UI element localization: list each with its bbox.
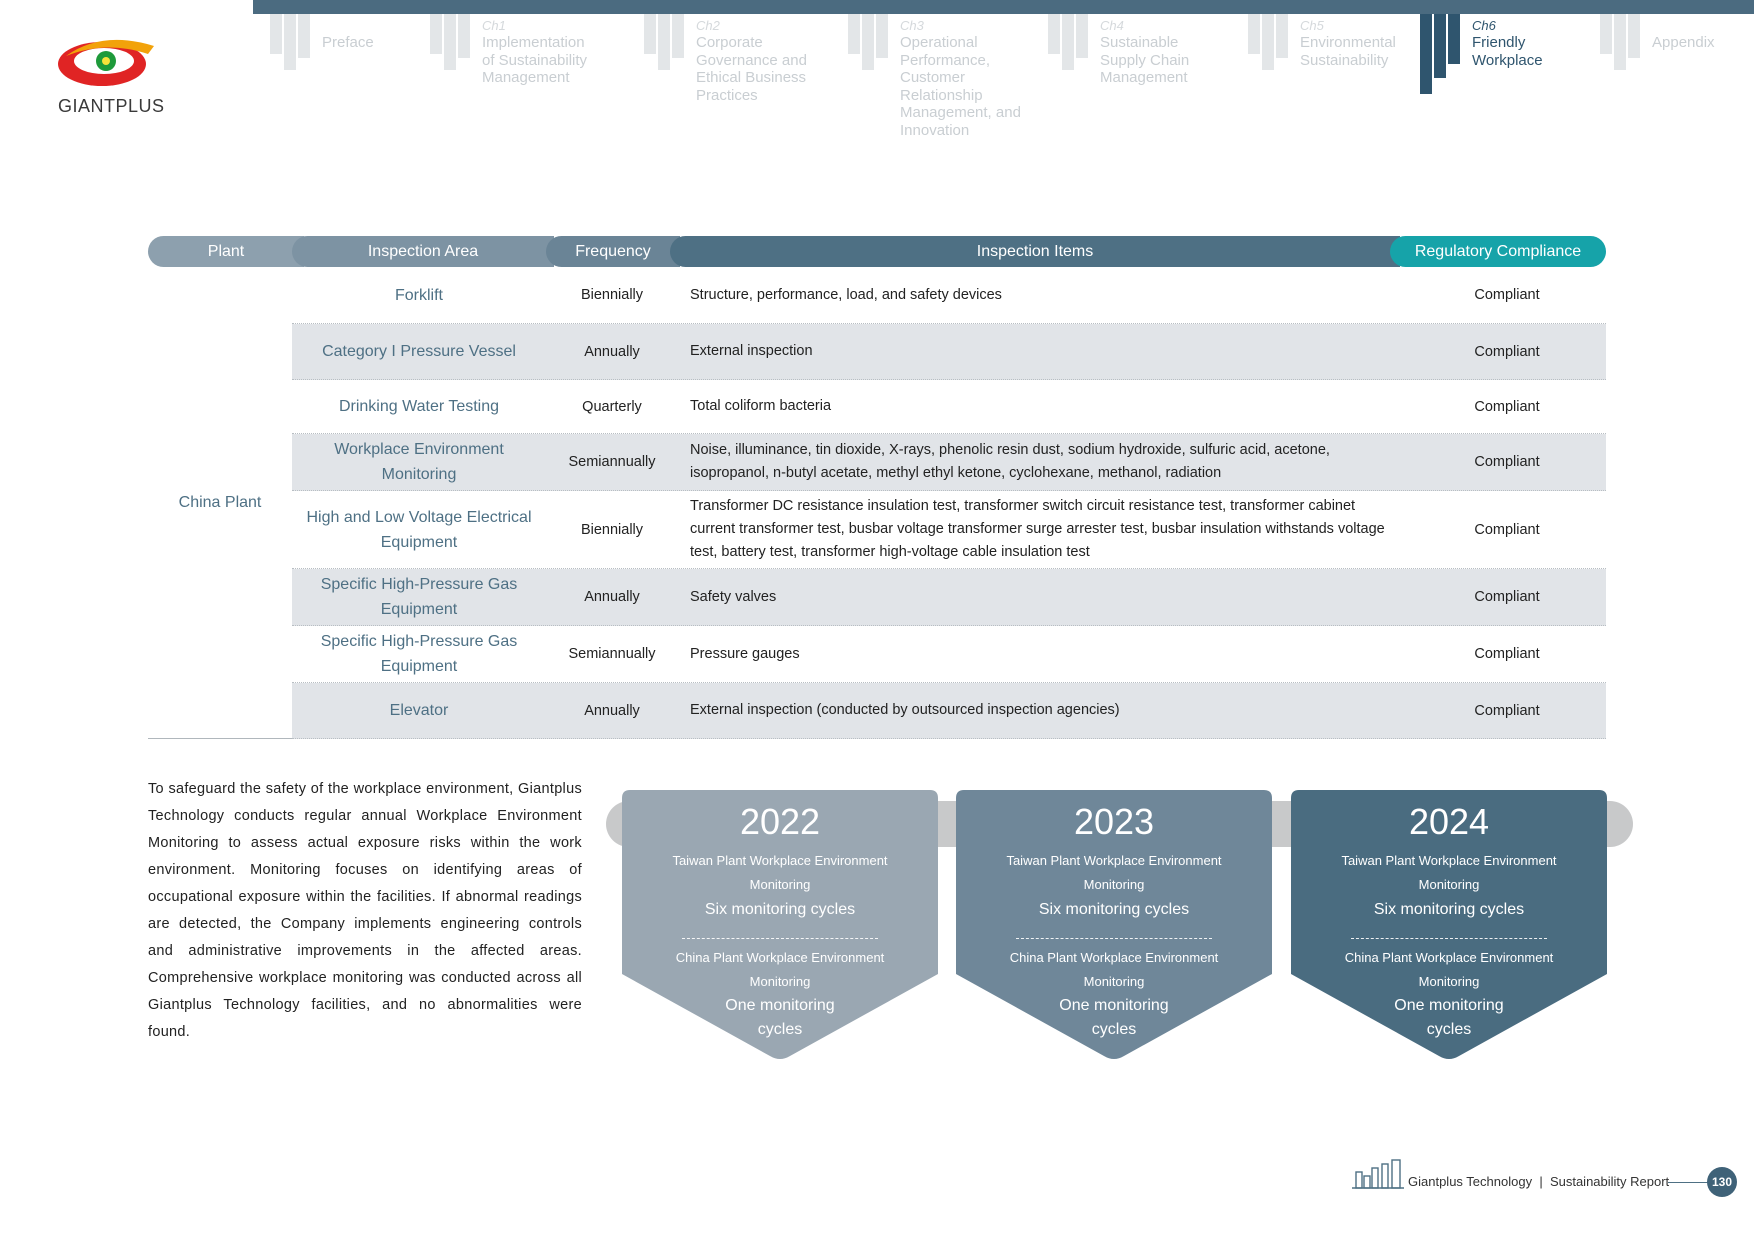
- nav-chapter-number: Ch3: [900, 18, 924, 33]
- table-row: [292, 569, 1606, 626]
- nav-chapter-number: Ch5: [1300, 18, 1324, 33]
- nav-building-icon: [848, 14, 890, 74]
- nav-chapter-number: Ch4: [1100, 18, 1124, 33]
- nav-item-8[interactable]: [1600, 14, 1754, 154]
- china-plant-label: China Plant Workplace Environment: [1344, 950, 1554, 965]
- compliance-cell: Compliant: [1474, 343, 1540, 360]
- nav-chapter-label: Implementation of Sustainability Management: [482, 34, 588, 86]
- frequency-cell: Biennially: [580, 521, 644, 538]
- nav-item-5[interactable]: [1048, 14, 1228, 154]
- inspection-area-cell: Elevator: [389, 702, 449, 719]
- table-row: [292, 434, 1606, 491]
- header-plant: Plant: [148, 236, 304, 267]
- buildings-icon: [1352, 1158, 1404, 1190]
- inspection-area-cell: Forklift: [395, 286, 443, 304]
- inspection-items-cell: Safety valves: [690, 588, 777, 605]
- plant-cell: China Plant: [148, 267, 292, 739]
- compliance-cell: Compliant: [1474, 521, 1540, 538]
- header-frequency: Frequency: [546, 236, 680, 267]
- compliance-cell: Compliant: [1474, 702, 1540, 719]
- nav-chapter-number: Ch2: [696, 18, 720, 33]
- china-plant-label: China Plant Workplace Environment: [1009, 950, 1219, 965]
- nav-item-7[interactable]: [1420, 14, 1600, 154]
- china-plant-label: Monitoring: [1083, 974, 1145, 989]
- year-label: 2023: [1073, 801, 1155, 842]
- inspection-items-cell: External inspection (conducted by outsourced inspection agencies): [690, 702, 1120, 718]
- body-paragraph: To safeguard the safety of the workplace environment, Giantplus Technology conducts regular annual Workplace Environment Monitoring to assess actual exposure risks within the work environment. Monitoring focuses on identifying areas of occupational exposure within the facilities. If abnormal readings are detected, the Company implements engineering controls and administrative improvements in the affected areas. Comprehensive workplace monitoring was conducted across all Giantplus Technology facilities, and no abnormalities were found.: [148, 781, 582, 1040]
- footer-company: Giantplus Technology: [1408, 1174, 1533, 1189]
- card-divider: [682, 938, 878, 939]
- compliance-cell: Compliant: [1474, 398, 1540, 415]
- nav-item-1[interactable]: [270, 14, 450, 154]
- footer-report: Sustainability Report: [1549, 1174, 1670, 1189]
- china-plant-label: Monitoring: [749, 974, 811, 989]
- nav-chapter-label: Appendix: [1652, 34, 1715, 51]
- compliance-cell: Compliant: [1474, 287, 1540, 303]
- footer-rule: [1668, 1182, 1710, 1183]
- footer-text: [1408, 1174, 1669, 1189]
- year-label: 2024: [1408, 801, 1490, 842]
- nav-chapter-label: Friendly Workplace: [1472, 34, 1543, 69]
- brand-name: GIANTPLUS: [58, 96, 165, 116]
- table-row: [292, 324, 1606, 380]
- table-row: [292, 626, 1606, 683]
- nav-chapter-label: Environmental Sustainability: [1300, 34, 1396, 69]
- card-divider: [1351, 938, 1547, 939]
- header-inspection-items: Inspection Items: [670, 236, 1400, 267]
- year-card-2024: [1291, 790, 1607, 1062]
- taiwan-plant-label: Taiwan Plant Workplace Environment: [672, 853, 888, 868]
- china-cycles: cycles: [1091, 1021, 1137, 1038]
- taiwan-cycles: Six monitoring cycles: [1373, 901, 1525, 918]
- china-cycles: One monitoring: [725, 997, 835, 1014]
- nav-chapter-label: Corporate Governance and Ethical Business Practices: [696, 34, 807, 104]
- inspection-items-cell: Total coliform bacteria: [690, 398, 832, 414]
- nav-chapter-number: Ch1: [482, 18, 506, 33]
- nav-item-2[interactable]: [430, 14, 610, 154]
- taiwan-cycles: Six monitoring cycles: [1038, 901, 1190, 918]
- taiwan-plant-label: Monitoring: [1418, 877, 1480, 892]
- nav-item-4[interactable]: [848, 14, 1028, 154]
- footer-separator: |: [1539, 1174, 1543, 1189]
- taiwan-plant-label: Monitoring: [1083, 877, 1145, 892]
- card-divider: [1016, 938, 1212, 939]
- year-card-2022: [622, 790, 938, 1062]
- frequency-cell: Semiannually: [568, 454, 656, 470]
- china-plant-label: China Plant Workplace Environment: [675, 950, 885, 965]
- china-cycles: One monitoring: [1394, 997, 1504, 1014]
- nav-building-icon: [270, 14, 312, 74]
- inspection-area-cell: Specific High-Pressure Gas Equipment: [320, 576, 518, 618]
- nav-item-3[interactable]: [644, 14, 824, 154]
- nav-building-icon: [430, 14, 472, 74]
- inspection-items-cell: Structure, performance, load, and safety devices: [690, 286, 1002, 303]
- table-row: [292, 683, 1606, 739]
- taiwan-cycles: Six monitoring cycles: [704, 901, 856, 918]
- header-inspection-area: Inspection Area: [292, 236, 554, 267]
- inspection-items-cell: Noise, illuminance, tin dioxide, X-rays, phenolic resin dust, sodium hydroxide, sulfuric acid, acetone, isopropanol, n-butyl acetate, methyl ethyl ketone, cyclohexane, methanol, radiation: [690, 442, 1330, 481]
- inspection-area-cell: High and Low Voltage Electrical Equipment: [306, 508, 532, 551]
- nav-building-icon: [1048, 14, 1090, 74]
- frequency-cell: Quarterly: [582, 398, 642, 415]
- china-cycles: cycles: [757, 1021, 803, 1038]
- page-number: 130: [1707, 1167, 1737, 1197]
- compliance-cell: Compliant: [1474, 454, 1540, 470]
- inspection-items-cell: External inspection: [690, 343, 813, 359]
- inspection-items-cell: Pressure gauges: [690, 645, 800, 662]
- nav-building-icon: [1420, 14, 1462, 74]
- frequency-cell: Semiannually: [568, 646, 656, 662]
- nav-chapter-number: Ch6: [1472, 18, 1496, 33]
- taiwan-plant-label: Taiwan Plant Workplace Environment: [1341, 853, 1557, 868]
- year-label: 2022: [739, 801, 821, 842]
- nav-chapter-label: Operational Performance, Customer Relationship Management, and Innovation: [900, 34, 1021, 139]
- frequency-cell: Annually: [584, 702, 640, 719]
- frequency-cell: Biennially: [580, 287, 644, 303]
- nav-chapter-label: Preface: [322, 34, 374, 51]
- table-row: [292, 380, 1606, 434]
- inspection-area-cell: Category I Pressure Vessel: [322, 343, 516, 360]
- nav-building-icon: [1600, 14, 1642, 74]
- china-cycles: One monitoring: [1059, 997, 1169, 1014]
- table-row: [292, 491, 1606, 569]
- inspection-area-cell: Drinking Water Testing: [338, 398, 500, 415]
- year-card-2023: [956, 790, 1272, 1062]
- nav-item-6[interactable]: [1248, 14, 1428, 154]
- compliance-cell: Compliant: [1474, 646, 1540, 662]
- frequency-cell: Annually: [584, 589, 640, 605]
- header-regulatory-compliance: Regulatory Compliance: [1390, 236, 1606, 267]
- compliance-cell: Compliant: [1474, 589, 1540, 605]
- nav-chapter-label: Sustainable Supply Chain Management: [1100, 34, 1190, 86]
- taiwan-plant-label: Monitoring: [749, 877, 811, 892]
- inspection-area-cell: Workplace Environment Monitoring: [334, 441, 504, 483]
- nav-building-icon: [644, 14, 686, 74]
- nav-building-icon: [1248, 14, 1290, 74]
- frequency-cell: Annually: [584, 343, 640, 360]
- top-accent-bar: [253, 0, 1754, 14]
- inspection-items-cell: Transformer DC resistance insulation test, transformer switch circuit resistance test, transformer cabinet current transformer test, busbar voltage transformer surge arrester test, busbar insulation withstands voltage test, battery test, transformer high-voltage cable insulation test: [690, 498, 1385, 560]
- taiwan-plant-label: Taiwan Plant Workplace Environment: [1006, 853, 1222, 868]
- china-cycles: cycles: [1426, 1021, 1472, 1038]
- inspection-area-cell: Specific High-Pressure Gas Equipment: [320, 633, 518, 675]
- table-row: [292, 267, 1606, 324]
- china-plant-label: Monitoring: [1418, 974, 1480, 989]
